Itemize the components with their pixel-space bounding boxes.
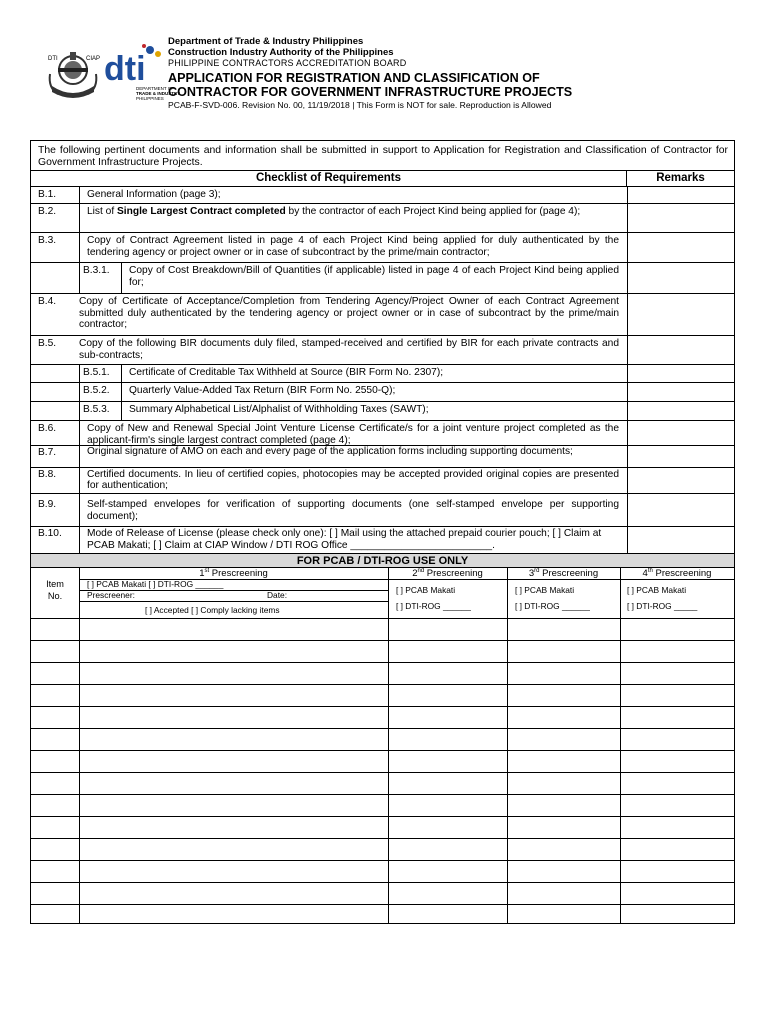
pcab-name: PHILIPPINE CONTRACTORS ACCREDITATION BOARD (168, 58, 407, 68)
checklist-subrow (31, 402, 734, 421)
ciap-seal-logo (44, 44, 102, 104)
ps1-sup: st (204, 567, 210, 574)
ps1-date-label: Date: (267, 590, 288, 600)
checklist-row (31, 527, 734, 554)
ps3-label: Prescreening (539, 568, 599, 579)
prescreening-3-heading (507, 568, 620, 579)
ps1-status-options[interactable]: [ ] Accepted [ ] Comply lacking items (145, 605, 280, 615)
item-number: B.5.3. (83, 404, 110, 415)
checklist-subrow (31, 263, 734, 294)
item-no-line-2: No. (47, 591, 63, 601)
item-number: B.5.2. (83, 385, 110, 396)
item-text-pre: List of (87, 206, 118, 217)
checklist-row (31, 446, 734, 468)
dti-sub-3: PHILIPPINES (136, 96, 164, 101)
item-number: B.3.1. (83, 265, 110, 276)
ps4-pcab-option[interactable]: [ ] PCAB Makati (627, 585, 687, 595)
ps4-dti-option[interactable]: [ ] DTI-ROG _____ (627, 601, 698, 611)
item-text: General Information (page 3); (87, 189, 221, 200)
ps1-label: Prescreening (209, 568, 268, 579)
form-header (40, 36, 740, 116)
item-text: Quarterly Value-Added Tax Return (BIR Form No. 2550-Q); (129, 385, 396, 396)
item-text: Copy of New and Renewal Special Joint Venture License Certificate/s for a joint venture project completed as the applicant-firm's single largest contract completed (page 4); (87, 423, 619, 446)
ps2-dti-option[interactable]: [ ] DTI-ROG ______ (396, 601, 471, 611)
prescreening-2-heading (388, 568, 507, 579)
item-text: Copy of the following BIR documents duly filed, stamped-received and certified by BIR for each private contracts and sub-contracts; (79, 338, 619, 361)
item-no-line-1: Item (46, 579, 64, 589)
prescreening-4-heading (620, 568, 734, 579)
item-text (87, 206, 619, 218)
checklist-row (31, 233, 734, 263)
ps4-sup: th (647, 567, 653, 574)
form-title-line-1: APPLICATION FOR REGISTRATION AND CLASSIFICATION OF (168, 71, 540, 85)
form-title-line-2: CONTRACTOR FOR GOVERNMENT INFRASTRUCTURE PROJECTS (168, 85, 573, 99)
dti-logo-text: dti (104, 50, 146, 88)
item-number: B.9. (38, 499, 57, 510)
checklist-row (31, 187, 734, 204)
remarks-cell[interactable] (627, 421, 628, 445)
ps4-num: 4 (642, 568, 648, 579)
ciap-small-label: CIAP (86, 56, 101, 62)
item-text: Copy of Certificate of Acceptance/Completion from Tendering Agency/Project Owner of each Contract Agreement submitted duly authenticated by the tendering agency or project owner or in case of subcontract by the prime/main contractor; (79, 296, 619, 330)
checklist-row (31, 421, 734, 446)
remarks-cell[interactable] (627, 446, 628, 467)
ps2-num: 2 (412, 568, 418, 579)
checklist-row (31, 494, 734, 527)
remarks-cell[interactable] (627, 204, 628, 232)
dti-logo (104, 44, 181, 106)
item-text: Certified documents. In lieu of certified copies, photocopies may be accepted provided original copies are presented for authentication; (87, 469, 619, 491)
checklist-row (31, 336, 734, 365)
item-number: B.10. (38, 528, 62, 539)
checklist-row (31, 294, 734, 336)
intro-text: The following pertinent documents and information shall be submitted in support to Application for Registration and Classification of Contractor for Government Infrastructure Projects. (31, 141, 734, 171)
checklist-subrow (31, 383, 734, 402)
requirements-form (30, 140, 735, 924)
ps3-dti-option[interactable]: [ ] DTI-ROG ______ (515, 601, 590, 611)
item-number: B.6. (38, 423, 57, 434)
item-no-heading (31, 578, 79, 602)
remarks-cell[interactable] (627, 494, 628, 526)
item-text: Summary Alphabetical List/Alphalist of Withholding Taxes (SAWT); (129, 404, 429, 415)
ps4-label: Prescreening (652, 568, 712, 579)
header-text (168, 36, 748, 111)
ps2-pcab-option[interactable]: [ ] PCAB Makati (396, 585, 456, 595)
item-number: B.4. (38, 296, 57, 307)
prescreening-table (31, 568, 734, 924)
remarks-cell[interactable] (627, 383, 628, 401)
item-number: B.1. (38, 189, 57, 200)
ps3-sup: rd (534, 567, 540, 574)
checklist-heading: Checklist of Requirements (31, 171, 627, 186)
remarks-cell[interactable] (627, 187, 628, 203)
item-number: B.5. (38, 338, 57, 349)
item-text-bold: Single Largest Contract completed (117, 206, 286, 217)
ps2-label: Prescreening (424, 568, 483, 579)
remarks-heading: Remarks (656, 172, 705, 184)
ps2-sup: nd (417, 567, 425, 574)
ps1-num: 1 (199, 568, 205, 579)
remarks-cell[interactable] (627, 233, 628, 262)
checklist-row (31, 468, 734, 494)
item-number: B.3. (38, 235, 57, 246)
item-text: Self-stamped envelopes for verification of supporting documents (one self-stamped envelope per supporting document); (87, 499, 619, 522)
remarks-cell[interactable] (627, 468, 628, 493)
ps3-pcab-option[interactable]: [ ] PCAB Makati (515, 585, 575, 595)
checklist-subrow (31, 365, 734, 383)
item-text: Copy of Cost Breakdown/Bill of Quantities (if applicable) listed in page 4 of each Project Kind being applied for; (129, 265, 619, 288)
dti-small-label: DTI (48, 56, 58, 62)
ps3-num: 3 (528, 568, 535, 579)
item-text: Original signature of AMO on each and every page of the application forms including supporting documents; (87, 446, 573, 457)
remarks-cell[interactable] (627, 527, 628, 553)
item-number: B.5.1. (83, 367, 110, 378)
ciap-name: Construction Industry Authority of the Philippines (168, 47, 394, 58)
item-text: Mode of Release of License (please check only one): [ ] Mail using the attached prepaid courier pouch; [ ] Claim at PCAB Makati; [ ] Claim at CIAP Window / DTI ROG Office _________________________. (87, 528, 602, 551)
item-number: B.2. (38, 206, 57, 217)
item-number: B.8. (38, 469, 57, 480)
dti-sub-2: TRADE & INDUSTRY (136, 91, 181, 96)
dept-name: Department of Trade & Industry Philippines (168, 36, 364, 47)
ps1-prescreener-label: Prescreener: (87, 590, 135, 600)
checklist-header (31, 171, 734, 187)
remarks-cell[interactable] (627, 263, 628, 293)
prescreening-1-heading (79, 568, 388, 579)
checklist-row (31, 204, 734, 233)
remarks-cell[interactable] (627, 365, 628, 382)
item-text-post: by the contractor of each Project Kind being applied for (page 4); (285, 206, 581, 217)
dti-sub-1: DEPARTMENT OF (136, 86, 175, 91)
use-only-heading: FOR PCAB / DTI-ROG USE ONLY (31, 554, 734, 568)
ps1-office-options[interactable]: [ ] PCAB Makati [ ] DTI-ROG ______ (87, 579, 224, 589)
item-text: Certificate of Creditable Tax Withheld at Source (BIR Form No. 2307); (129, 367, 444, 378)
item-number: B.7. (38, 447, 57, 458)
remarks-cell[interactable] (627, 294, 628, 335)
remarks-cell[interactable] (627, 336, 628, 364)
form-reference: PCAB-F-SVD-006. Revision No. 00, 11/19/2018 | This Form is NOT for sale. Reproduction is Allowed (168, 100, 552, 110)
item-text: Copy of Contract Agreement listed in page 4 of each Project Kind being applied for duly authenticated by the tendering agency or project owner or in case of subcontract by the prime/main contractor; (87, 235, 619, 258)
remarks-cell[interactable] (627, 402, 628, 420)
